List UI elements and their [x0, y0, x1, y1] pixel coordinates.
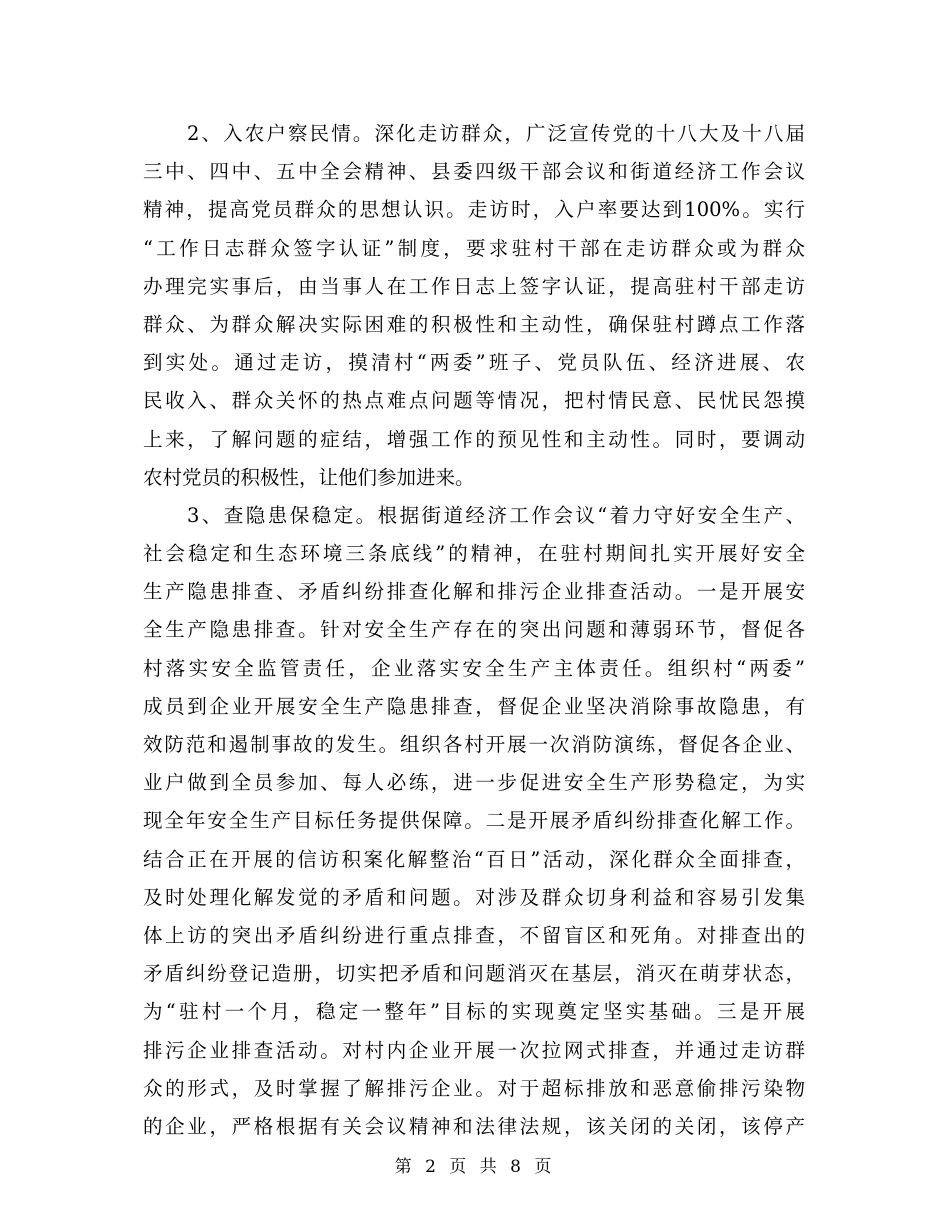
- text-line: 的企业，严格根据有关会议精神和法律法规，该关闭的关闭，该停产: [143, 1114, 805, 1138]
- text-line: 生产隐患排查、矛盾纠纷排查化解和排污企业排查活动。一是开展安: [143, 580, 805, 604]
- text-line: 农村党员的积极性，让他们参加进来。: [143, 465, 475, 489]
- text-line: 业户做到全员参加、每人必练，进一步促进安全生产形势稳定，为实: [143, 771, 805, 795]
- text-line: 现全年安全生产目标任务提供保障。二是开展矛盾纠纷排查化解工作。: [143, 809, 805, 833]
- text-line: 结合正在开展的信访积案化解整治“百日”活动，深化群众全面排查，: [143, 847, 805, 871]
- text-line: 及时处理化解发觉的矛盾和问题。对涉及群众切身利益和容易引发集: [143, 885, 805, 909]
- text-line: 3、查隐患保稳定。根据街道经济工作会议“着力守好安全生产、: [187, 503, 805, 527]
- text-line: 2、入农户察民情。深化走访群众，广泛宣传党的十八大及十八届: [187, 122, 805, 145]
- text-line: 为“驻村一个月，稳定一整年”目标的实现奠定坚实基础。三是开展: [143, 1000, 805, 1024]
- text-line: “工作日志群众签字认证”制度，要求驻村干部在走访群众或为群众: [143, 236, 805, 260]
- text-line: 群众、为群众解决实际困难的积极性和主动性，确保驻村蹲点工作落: [143, 312, 805, 336]
- text-line: 村落实安全监管责任，企业落实安全生产主体责任。组织村“两委”: [143, 656, 805, 680]
- text-line: 全生产隐患排查。针对安全生产存在的突出问题和薄弱环节，督促各: [143, 618, 805, 642]
- text-line: 上来，了解问题的症结，增强工作的预见性和主动性。同时，要调动: [143, 427, 805, 451]
- text-line: 办理完实事后，由当事人在工作日志上签字认证，提高驻村干部走访: [143, 274, 805, 298]
- paragraph-check-hazards: [143, 497, 805, 1146]
- text-line: 到实处。通过走访，摸清村“两委”班子、党员队伍、经济进展、农: [143, 351, 805, 375]
- text-line: 众的形式，及时掌握了解排污企业。对于超标排放和恶意偷排污染物: [143, 1076, 805, 1100]
- document-body: [143, 115, 805, 1146]
- text-line: 三中、四中、五中全会精神、县委四级干部会议和街道经济工作会议: [143, 160, 805, 184]
- text-line: 效防范和遏制事故的发生。组织各村开展一次消防演练，督促各企业、: [143, 733, 805, 756]
- text-line: 社会稳定和生态环境三条底线”的精神，在驻村期间扎实开展好安全: [143, 542, 805, 566]
- text-line: 矛盾纠纷登记造册，切实把矛盾和问题消灭在基层，消灭在萌芽状态，: [143, 962, 805, 986]
- page-number-footer: 第 2 页 共 8 页: [394, 1157, 556, 1177]
- text-line: 体上访的突出矛盾纠纷进行重点排查，不留盲区和死角。对排查出的: [143, 923, 805, 947]
- text-line: 民收入、群众关怀的热点难点问题等情况，把村情民意、民忧民怨摸: [143, 389, 805, 413]
- text-line: 成员到企业开展安全生产隐患排查，督促企业坚决消除事故隐患，有: [143, 694, 805, 718]
- text-line: 精神，提高党员群众的思想认识。走访时，入户率要达到100%。实行: [143, 198, 805, 222]
- text-line: 排污企业排查活动。对村内企业开展一次拉网式排查，并通过走访群: [143, 1038, 805, 1062]
- paragraph-visit-households: [143, 115, 805, 497]
